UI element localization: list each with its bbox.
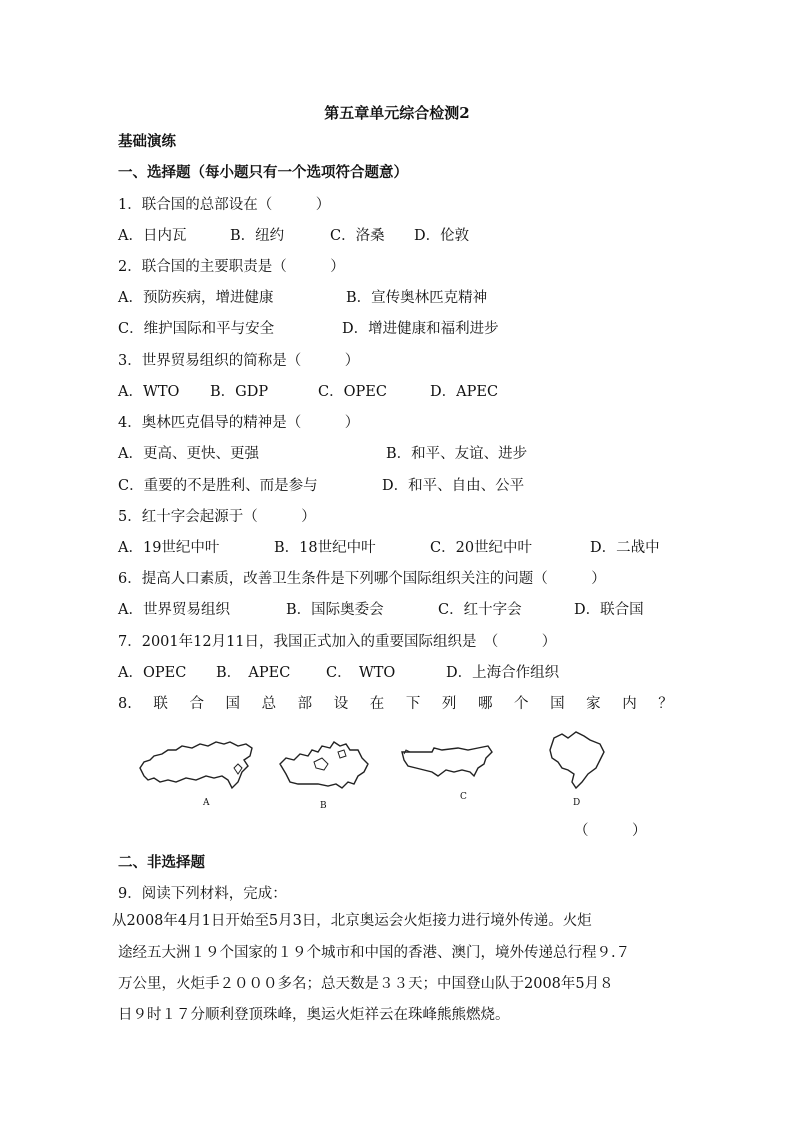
q5-option-c: C．20世纪中叶 [430,540,533,556]
q3-option-d: D．APEC [430,384,499,400]
q8-char: 列 [441,696,457,712]
q1-option-d: D．伦敦 [414,228,470,244]
question-5-stem: 5．红十字会起源于（ ） [118,509,316,525]
q7-option-b: B． APEC [216,665,291,681]
q8-char: 个 [514,696,529,712]
q6-option-b: B．国际奥委会 [286,602,384,618]
q8-char: 哪 [477,696,493,712]
q7-option-d: D．上海合作组织 [446,665,560,681]
q8-char: 家 [586,696,601,712]
q1-option-b: B．纽约 [230,228,285,244]
map-usa-outline [398,744,494,780]
q8-char: ？ [658,696,673,712]
map-label-b: B [320,801,327,811]
q8-char: 国 [550,696,565,712]
section1-heading: 一、选择题（每小题只有一个选项符合题意） [118,164,408,181]
question-9-material-line-1: 从2008年4月1日开始至5月3日，北京奥运会火炬接力进行境外传递。火炬 [112,913,592,929]
q6-option-d: D．联合国 [574,602,644,618]
page-title: 第五章单元综合检测2 [324,104,470,122]
q5-option-a: A．19世纪中叶 [118,540,220,556]
map-russia-outline [138,738,256,796]
q2-option-c: C．维护国际和平与安全 [118,321,275,337]
q8-char: 设 [333,696,349,712]
map-label-d: D [573,798,581,808]
question-8-answer-blank: （ ） [574,823,647,839]
map-brazil-outline [546,730,608,792]
q2-option-b: B．宣传奥林匹克精神 [346,290,488,306]
q8-char: 下 [405,696,421,712]
q8-char: 在 [369,696,385,712]
question-9-material-line-2: 途经五大洲１９个国家的１９个城市和中国的香港、澳门，境外传递总行程９.７ [118,945,631,961]
q7-option-c: C． WTO [326,665,396,681]
question-9-stem: 9．阅读下列材料，完成： [118,886,287,902]
question-4-stem: 4．奥林匹克倡导的精神是（ ） [118,415,360,431]
q6-option-a: A．世界贸易组织 [118,602,230,618]
q5-option-d: D．二战中 [590,540,660,556]
q6-option-c: C．红十字会 [438,602,522,618]
question-2-stem: 2．联合国的主要职责是（ ） [118,259,345,275]
q5-option-b: B．18世纪中叶 [274,540,376,556]
q2-option-d: D．增进健康和福利进步 [342,321,499,337]
section2-heading: 二、非选择题 [118,854,205,871]
q3-option-c: C．OPEC [318,384,387,400]
question-1-stem: 1．联合国的总部设在（ ） [118,197,331,213]
q8-char: 内 [622,696,637,712]
question-8-stem [118,694,673,714]
section-basic-heading: 基础演练 [118,133,176,150]
question-3-stem: 3．世界贸易组织的简称是（ ） [118,353,360,369]
q8-char: 合 [189,696,204,712]
q8-char: 部 [297,696,313,712]
q7-option-a: A．OPEC [118,665,187,681]
q2-option-a: A．预防疾病，增进健康 [118,290,274,306]
question-9-material-line-3: 万公里，火炬手２０００多名；总天数是３３天；中国登山队于2008年5月８ [118,976,614,992]
q1-option-c: C．洛桑 [330,228,385,244]
map-canada-outline [278,740,370,796]
q8-char: 联 [153,696,168,712]
q4-option-a: A．更高、更快、更强 [118,446,259,462]
q4-option-b: B．和平、友谊、进步 [386,446,528,462]
q3-option-a: A．WTO [118,384,180,400]
map-label-a: A [203,798,210,808]
q3-option-b: B．GDP [210,384,269,400]
question-6-stem: 6．提高人口素质，改善卫生条件是下列哪个国际组织关注的问题（ ） [118,571,606,587]
q4-option-c: C．重要的不是胜利、而是参与 [118,478,318,494]
q1-option-a: A．日内瓦 [118,228,187,244]
q8-char: 8. [118,696,132,712]
question-7-stem: 7．2001年12月11日，我国正式加入的重要国际组织是 （ ） [118,634,557,650]
q8-char: 国 [225,696,241,712]
question-9-material-line-4: 日９时１７分顺利登顶珠峰，奥运火炬祥云在珠峰熊熊燃烧。 [118,1007,510,1023]
q4-option-d: D．和平、自由、公平 [382,478,525,494]
map-label-c: C [460,792,467,802]
q8-char: 总 [261,696,277,712]
